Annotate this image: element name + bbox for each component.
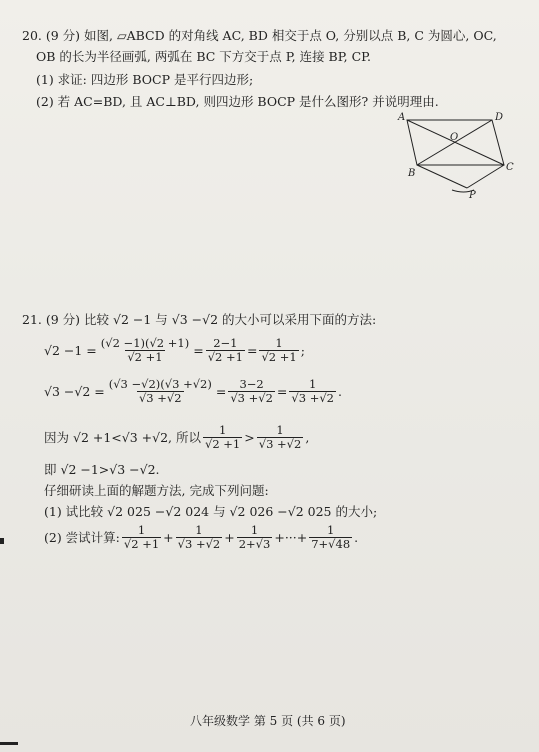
q20-line1: 20. (9 分) 如图, ▱ABCD 的对角线 AC, BD 相交于点 O, 分别以点 B, C 为圆心, OC, bbox=[22, 28, 497, 43]
edge-shadow bbox=[0, 742, 18, 745]
label-P: P bbox=[469, 190, 476, 201]
eq1-frac3: $\frac{1}{√2 +1}$ bbox=[261, 336, 297, 364]
q21-part1: (1) 试比较 √2 025 −√2 024 与 √2 026 −√2 025 的大小; bbox=[44, 504, 378, 519]
label-C: C bbox=[506, 162, 514, 173]
q21-because: 因为 √2 +1<√3 +√2, 所以 $\frac{1}{√2 +1}$ > $\frac{1}{√3 +√2}$ , bbox=[44, 423, 310, 451]
q21-part2: (2) 尝试计算: $\frac{1}{√2 +1}$ + $\frac{1}{√3 +√2}$ + $\frac{1}{2+√3}$ +···+ $\frac{1}{7+√48}$ . bbox=[44, 523, 359, 551]
eq2-frac1: $\frac{(√3 -√2)(√3 +√2)}{√3 +√2}$ bbox=[108, 377, 212, 405]
q20-part1: (1) 求证: 四边形 BOCP 是平行四边形; bbox=[36, 72, 254, 87]
part2-term2: $\frac{1}{√3 +√2}$ bbox=[177, 523, 221, 551]
label-B: B bbox=[408, 168, 416, 179]
eq2-frac2: $\frac{3-2}{√3 +√2}$ bbox=[230, 377, 273, 405]
because-frac-a: $\frac{1}{√2 +1}$ bbox=[205, 423, 241, 451]
q20-part2: (2) 若 AC=BD, 且 AC⊥BD, 则四边形 BOCP 是什么图形? 并说明理由. bbox=[36, 94, 439, 109]
binding-mark bbox=[0, 538, 4, 544]
eq2-lhs: √3 −√2 = bbox=[44, 383, 105, 399]
q21-eq2: √3 −√2 = $\frac{(√3 -√2)(√3 +√2)}{√3 +√2}$ = $\frac{3-2}{√3 +√2}$ = $\frac{1}{√3 +√2}$ . bbox=[44, 377, 342, 405]
q21-conclusion: 即 √2 −1>√3 −√2. bbox=[44, 462, 160, 477]
q21-instruction: 仔细研读上面的解题方法, 完成下列问题: bbox=[44, 483, 269, 498]
eq1-frac1: $\frac{(√2 -1)(√2 +1)}{√2 +1}$ bbox=[100, 336, 190, 364]
label-D: D bbox=[495, 112, 504, 123]
page-footer: 八年级数学 第 5 页 (共 6 页) bbox=[190, 714, 346, 728]
eq1-frac2: $\frac{2-1}{√2 +1}$ bbox=[207, 336, 243, 364]
q21-eq1: √2 −1 = $\frac{(√2 -1)(√2 +1)}{√2 +1}$ = $\frac{2-1}{√2 +1}$ = $\frac{1}{√2 +1}$ ; bbox=[44, 336, 305, 364]
label-A: A bbox=[398, 112, 406, 123]
parallelogram-figure bbox=[392, 110, 522, 205]
eq1-lhs: √2 −1 = bbox=[44, 342, 97, 358]
because-frac-b: $\frac{1}{√3 +√2}$ bbox=[258, 423, 302, 451]
part2-term4: $\frac{1}{7+√48}$ bbox=[311, 523, 351, 551]
part2-term1: $\frac{1}{√2 +1}$ bbox=[123, 523, 160, 551]
part2-term3: $\frac{1}{2+√3}$ bbox=[238, 523, 271, 551]
label-O: O bbox=[450, 132, 459, 143]
q21-intro: 21. (9 分) 比较 √2 −1 与 √3 −√2 的大小可以采用下面的方法: bbox=[22, 312, 377, 327]
q20-line2: OB 的长为半径画弧, 两弧在 BC 下方交于点 P, 连接 BP, CP. bbox=[36, 49, 371, 64]
eq2-frac3: $\frac{1}{√3 +√2}$ bbox=[291, 377, 334, 405]
